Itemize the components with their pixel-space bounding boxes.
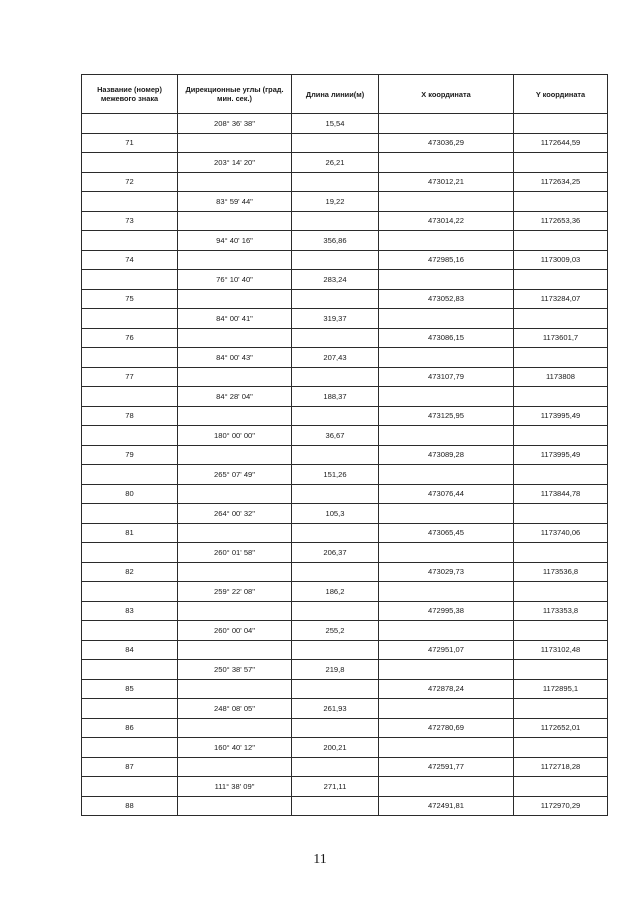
cell-marker-name: 74 [82,250,178,270]
cell-x-coordinate: 473014,22 [379,211,514,231]
cell-y-coordinate: 1173009,03 [514,250,608,270]
cell-marker-name [82,153,178,173]
cell-x-coordinate: 473086,15 [379,328,514,348]
cell-line-length: 207,43 [292,348,379,368]
cell-line-length [292,289,379,309]
cell-y-coordinate: 1172652,01 [514,718,608,738]
cell-line-length: 105,3 [292,504,379,524]
cell-marker-name: 87 [82,757,178,777]
cell-direction-angle: 94° 40' 16" [178,231,292,251]
table-row [82,211,608,231]
cell-y-coordinate: 1172653,36 [514,211,608,231]
cell-marker-name [82,348,178,368]
cell-x-coordinate: 472985,16 [379,250,514,270]
cell-marker-name: 86 [82,718,178,738]
cell-x-coordinate [379,192,514,212]
cell-line-length [292,328,379,348]
cell-line-length: 219,8 [292,660,379,680]
cell-x-coordinate [379,426,514,446]
cell-line-length: 261,93 [292,699,379,719]
table-row [82,328,608,348]
cell-y-coordinate [514,738,608,758]
cell-line-length: 200,21 [292,738,379,758]
cell-line-length: 206,37 [292,543,379,563]
cell-direction-angle [178,406,292,426]
cell-x-coordinate [379,699,514,719]
cell-x-coordinate: 472951,07 [379,640,514,660]
table-row [82,192,608,212]
cell-x-coordinate [379,465,514,485]
cell-direction-angle: 265° 07' 49" [178,465,292,485]
cell-direction-angle [178,484,292,504]
cell-line-length [292,211,379,231]
cell-marker-name [82,309,178,329]
cell-x-coordinate: 473052,83 [379,289,514,309]
header-line-length: Длина линии(м) [292,75,379,114]
table-header-row [82,75,608,114]
cell-marker-name [82,699,178,719]
table-row [82,679,608,699]
cell-x-coordinate [379,231,514,251]
cell-y-coordinate [514,348,608,368]
cell-y-coordinate: 1172718,28 [514,757,608,777]
cell-y-coordinate [514,153,608,173]
cell-direction-angle: 264° 00' 32" [178,504,292,524]
cell-line-length [292,679,379,699]
cell-y-coordinate: 1173740,06 [514,523,608,543]
table-row [82,426,608,446]
cell-direction-angle [178,562,292,582]
cell-direction-angle [178,718,292,738]
cell-x-coordinate [379,348,514,368]
cell-direction-angle [178,211,292,231]
table-row [82,406,608,426]
cell-direction-angle: 84° 00' 43" [178,348,292,368]
cell-line-length: 356,86 [292,231,379,251]
cell-y-coordinate: 1172634,25 [514,172,608,192]
table-row [82,289,608,309]
cell-x-coordinate [379,777,514,797]
header-x-coordinate: X координата [379,75,514,114]
cell-x-coordinate: 472878,24 [379,679,514,699]
cell-y-coordinate: 1173353,8 [514,601,608,621]
cell-y-coordinate [514,699,608,719]
cell-line-length: 255,2 [292,621,379,641]
cell-direction-angle: 250° 38' 57" [178,660,292,680]
cell-line-length [292,484,379,504]
cell-x-coordinate [379,504,514,524]
table-row [82,133,608,153]
cell-y-coordinate [514,465,608,485]
cell-line-length [292,601,379,621]
cell-y-coordinate [514,504,608,524]
cell-marker-name: 76 [82,328,178,348]
cell-marker-name: 81 [82,523,178,543]
cell-y-coordinate [514,582,608,602]
cell-direction-angle: 76° 10' 40" [178,270,292,290]
cell-x-coordinate: 473076,44 [379,484,514,504]
table-row [82,367,608,387]
table-row [82,387,608,407]
cell-direction-angle: 180° 00' 00" [178,426,292,446]
cell-x-coordinate: 472995,38 [379,601,514,621]
cell-marker-name [82,114,178,134]
table-row [82,543,608,563]
table-row [82,757,608,777]
cell-marker-name: 82 [82,562,178,582]
cell-line-length: 188,37 [292,387,379,407]
cell-direction-angle [178,133,292,153]
cell-x-coordinate [379,738,514,758]
cell-marker-name: 78 [82,406,178,426]
cell-x-coordinate: 473089,28 [379,445,514,465]
cell-x-coordinate [379,153,514,173]
cell-line-length: 186,2 [292,582,379,602]
table-row [82,718,608,738]
cell-marker-name: 79 [82,445,178,465]
cell-marker-name [82,231,178,251]
cell-marker-name: 84 [82,640,178,660]
cell-line-length [292,250,379,270]
cell-x-coordinate: 473107,79 [379,367,514,387]
cell-line-length [292,367,379,387]
cell-marker-name [82,777,178,797]
boundary-coordinates-table [81,74,608,816]
cell-direction-angle: 260° 00' 04" [178,621,292,641]
cell-marker-name: 83 [82,601,178,621]
cell-marker-name: 88 [82,796,178,816]
table-row [82,640,608,660]
table-row [82,114,608,134]
table-row [82,270,608,290]
cell-marker-name: 73 [82,211,178,231]
cell-x-coordinate [379,660,514,680]
cell-marker-name: 80 [82,484,178,504]
cell-marker-name: 77 [82,367,178,387]
page-number: 11 [313,852,327,867]
cell-marker-name [82,270,178,290]
cell-y-coordinate [514,777,608,797]
cell-y-coordinate [514,426,608,446]
table-row [82,465,608,485]
cell-direction-angle [178,250,292,270]
cell-marker-name [82,660,178,680]
cell-line-length [292,445,379,465]
cell-direction-angle: 203° 14' 20" [178,153,292,173]
cell-line-length [292,562,379,582]
cell-x-coordinate: 473125,95 [379,406,514,426]
cell-y-coordinate [514,114,608,134]
table-row [82,348,608,368]
cell-y-coordinate [514,387,608,407]
table-row [82,777,608,797]
header-y-coordinate: Y координата [514,75,608,114]
cell-line-length [292,172,379,192]
cell-y-coordinate: 1173536,8 [514,562,608,582]
table-row [82,231,608,251]
cell-x-coordinate: 472491,81 [379,796,514,816]
cell-direction-angle [178,640,292,660]
cell-direction-angle: 259° 22' 08" [178,582,292,602]
cell-y-coordinate [514,231,608,251]
cell-direction-angle [178,367,292,387]
cell-marker-name [82,738,178,758]
cell-x-coordinate [379,270,514,290]
cell-y-coordinate: 1173995,49 [514,445,608,465]
cell-direction-angle [178,328,292,348]
table-row [82,601,608,621]
cell-marker-name: 71 [82,133,178,153]
table-row [82,484,608,504]
cell-y-coordinate: 1173601,7 [514,328,608,348]
cell-direction-angle [178,172,292,192]
cell-marker-name [82,426,178,446]
table-row [82,523,608,543]
cell-direction-angle [178,523,292,543]
cell-y-coordinate [514,543,608,563]
cell-direction-angle: 111° 38' 09" [178,777,292,797]
table-body [82,114,608,816]
cell-y-coordinate [514,660,608,680]
cell-y-coordinate: 1173284,07 [514,289,608,309]
table-row [82,172,608,192]
cell-x-coordinate: 472780,69 [379,718,514,738]
header-marker-name: Название (номер) межевого знака [82,75,178,114]
cell-x-coordinate: 473012,21 [379,172,514,192]
cell-x-coordinate [379,582,514,602]
cell-direction-angle [178,601,292,621]
cell-x-coordinate [379,114,514,134]
cell-line-length: 319,37 [292,309,379,329]
cell-direction-angle: 160° 40' 12" [178,738,292,758]
cell-marker-name [82,621,178,641]
table-row [82,445,608,465]
cell-direction-angle [178,796,292,816]
cell-line-length [292,796,379,816]
cell-x-coordinate [379,387,514,407]
cell-direction-angle: 260° 01' 58" [178,543,292,563]
cell-marker-name [82,192,178,212]
header-direction-angle: Дирекционные углы (град. мин. сек.) [178,75,292,114]
cell-y-coordinate: 1172644,59 [514,133,608,153]
table-row [82,309,608,329]
cell-line-length [292,523,379,543]
cell-x-coordinate [379,543,514,563]
table-row [82,562,608,582]
cell-direction-angle [178,445,292,465]
table-row [82,796,608,816]
cell-y-coordinate: 1173995,49 [514,406,608,426]
cell-marker-name: 75 [82,289,178,309]
table-row [82,621,608,641]
cell-x-coordinate: 473029,73 [379,562,514,582]
cell-line-length [292,406,379,426]
cell-line-length [292,133,379,153]
table-row [82,738,608,758]
cell-direction-angle [178,679,292,699]
cell-direction-angle: 84° 28' 04" [178,387,292,407]
cell-line-length: 36,67 [292,426,379,446]
table-row [82,250,608,270]
cell-line-length: 19,22 [292,192,379,212]
cell-marker-name: 85 [82,679,178,699]
cell-y-coordinate: 1173844,78 [514,484,608,504]
cell-line-length: 151,26 [292,465,379,485]
cell-line-length: 271,11 [292,777,379,797]
cell-marker-name [82,387,178,407]
cell-y-coordinate [514,309,608,329]
cell-line-length: 26,21 [292,153,379,173]
cell-line-length [292,757,379,777]
cell-y-coordinate: 1173102,48 [514,640,608,660]
table-row [82,504,608,524]
cell-x-coordinate: 473036,29 [379,133,514,153]
cell-direction-angle [178,757,292,777]
cell-marker-name [82,543,178,563]
cell-x-coordinate: 472591,77 [379,757,514,777]
table-row [82,582,608,602]
cell-x-coordinate [379,309,514,329]
cell-marker-name [82,582,178,602]
cell-direction-angle [178,289,292,309]
cell-direction-angle: 208° 36' 38" [178,114,292,134]
cell-line-length: 283,24 [292,270,379,290]
cell-line-length [292,718,379,738]
cell-y-coordinate: 1173808 [514,367,608,387]
cell-line-length: 15,54 [292,114,379,134]
cell-marker-name [82,504,178,524]
cell-direction-angle: 248° 08' 05" [178,699,292,719]
cell-line-length [292,640,379,660]
table-row [82,153,608,173]
cell-x-coordinate: 473065,45 [379,523,514,543]
cell-y-coordinate [514,192,608,212]
cell-direction-angle: 83° 59' 44" [178,192,292,212]
table-row [82,660,608,680]
cell-y-coordinate: 1172895,1 [514,679,608,699]
cell-y-coordinate: 1172970,29 [514,796,608,816]
cell-y-coordinate [514,621,608,641]
cell-y-coordinate [514,270,608,290]
cell-marker-name: 72 [82,172,178,192]
cell-marker-name [82,465,178,485]
table-row [82,699,608,719]
cell-direction-angle: 84° 00' 41" [178,309,292,329]
cell-x-coordinate [379,621,514,641]
